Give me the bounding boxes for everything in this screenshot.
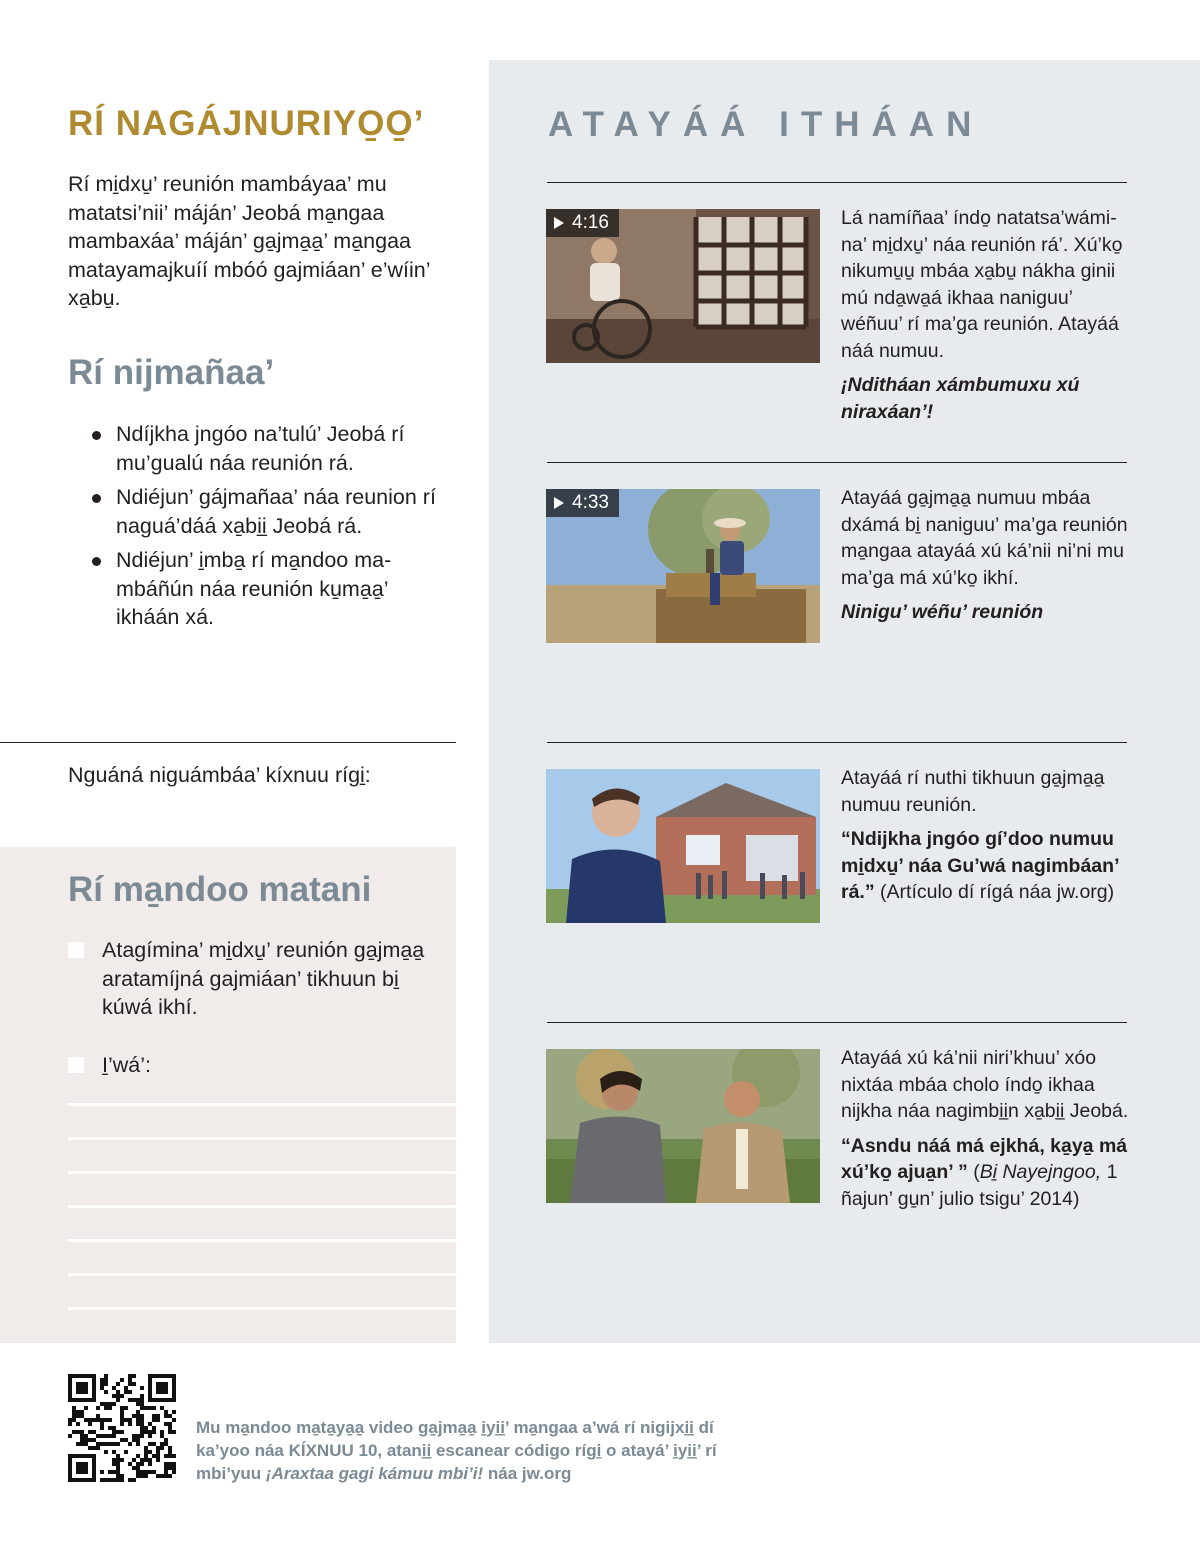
goal-item: Ndiéjun’ i̱mba̱ rí ma̱ndoo mambáñún náa reunión ku̱ma̱a̱’ ikháán xá. [92, 546, 452, 632]
todo-item [68, 1051, 432, 1080]
video-description: Atayáá ga̱jma̱a̱ numuu mbáa dxámá bi̱ naniguu’ ma’ga reunión ma̱ngaa atayáá xú ká’nii ni’ni mu ma’ga má xú’ko̱ ikhí. Ninigu’ wéñu’ reunión [841, 485, 1131, 626]
todo-item [68, 936, 432, 1022]
write-line[interactable] [68, 1103, 456, 1106]
write-line[interactable] [68, 1171, 456, 1174]
video-duration: 4:16 [546, 209, 619, 237]
checkbox[interactable] [68, 942, 84, 958]
write-line[interactable] [68, 1239, 456, 1242]
goals-heading: Rí nijmañaa’ [68, 353, 275, 392]
footer-note: Mu ma̱ndoo ma̱ta̱ya̱a̱ video ga̱jma̱a̱ i̱yi̱i̱’ ma̱ngaa a’wá rí nigijxi̱i̱ dí ka’yoo náa KÍXNUU 10, atani̱i̱ escanear código rígi̱ o atayá’ i̱yi̱i̱’ rí mbi’yuu ¡Araxtaa gagi kámuu mbi’i! náa jw.org [196, 1418, 717, 1483]
write-line[interactable] [68, 1307, 456, 1310]
video-description: Lá namíñaa’ índo̱ natatsa’wámina’ mi̱dxu̱’ náa reunión rá’. Xú’ko̱ nikumu̱u̱ mbáa xa̱bu̱ nákha ginii mú nda̱wa̱á ikhaa naniguu’ wéñuu’ rí ma’ga reunión. Atayáá náá numuu. ¡Nditháan xámbumuxu xú niraxáan’! [841, 205, 1131, 425]
todo-heading: Rí ma̱ndoo matani [68, 870, 372, 909]
goal-item: Ndíjkha jngóo na’tulú’ Jeobá rí mu’gualú náa reunión rá. [92, 420, 452, 477]
goal-item: Ndiéjun’ gájmañaa’ náa reunion rí naguá’dáá xa̱bi̱i̱ Jeobá rá. [92, 483, 452, 540]
qr-code[interactable] [68, 1374, 176, 1482]
checkbox[interactable] [68, 1057, 84, 1073]
todo-item-label: I̱’wá’: [102, 1053, 151, 1077]
video-duration: 4:33 [546, 489, 619, 517]
video-thumbnail[interactable] [546, 489, 820, 643]
write-line[interactable] [68, 1137, 456, 1140]
write-line[interactable] [68, 1273, 456, 1276]
todo-item-label: Atagímina’ mi̱dxu̱’ reunión ga̱jma̱a̱ aratamíjná gajmiáan’ tikhuun bi̱ kúwá ikhí. [102, 938, 425, 1019]
related-heading: ATAYÁÁ ITHÁAN [548, 105, 984, 144]
divider [547, 1022, 1127, 1023]
article-title[interactable]: “Ndijkha jngóo gí’doo numuu mi̱dxu̱’ náa Gu’wá nagimbáan’ rá.” [841, 828, 1119, 903]
todo-panel [0, 847, 456, 1343]
next-question-label: Nguáná niguámbáa’ kíxnuu rígi̱: [68, 763, 371, 787]
goals-list [92, 420, 452, 638]
article-title[interactable]: “Asndu náá má ejkhá, ka̱ya̱ má xú’ko̱ ajua̱n’ ” [841, 1134, 1128, 1183]
intro-paragraph: Rí mi̱dxu̱’ reunión mambáyaa’ mu matatsi’nii’ máján’ Jeobá ma̱ngaa mambaxáa’ máján’ ga̱jma̱a̱’ ma̱ngaa matayamajkuíí mbóó gajmiáan’ e’wíin’ xa̱bu̱. [68, 172, 430, 310]
video-thumbnail[interactable] [546, 209, 820, 363]
article-source: (Bi̱ Nayejngoo, 1 ñajun’ gu̱n’ julio tsigu’ 2014) [841, 1161, 1118, 1210]
article-description: Atayáá xú ká’nii niri’khuu’ xóo nixtáa mbáa cholo índo̱ ikhaa nijkha náa nagimbi̱i̱n xa̱bi̱i̱ Jeobá. “Asndu náá má ejkhá, ka̱ya̱ má xú’ko̱ ajua̱n’ ” (Bi̱ Nayejngoo, 1 ñajun’ gu̱n’ julio tsigu’ 2014) [841, 1047, 1129, 1210]
divider [0, 742, 456, 743]
page-title: RÍ NAGÁJNURIYO̱O̱’ [68, 104, 425, 143]
divider [547, 462, 1127, 463]
divider [547, 742, 1127, 743]
write-line[interactable] [68, 1205, 456, 1208]
article-description: Atayáá rí nuthi tikhuun ga̱jma̱a̱ numuu reunión. “Ndijkha jngóo gí’doo numuu mi̱dxu̱’ náa Gu’wá nagimbáan’ rá.” (Artículo dí rígá náa jw.org) [841, 767, 1119, 903]
article-image[interactable] [546, 769, 820, 923]
video-title[interactable]: ¡Nditháan xámbumuxu xú niraxáan’! [841, 374, 1080, 423]
video-title[interactable]: Ninigu’ wéñu’ reunión [841, 601, 1044, 623]
divider [547, 182, 1127, 183]
play-icon [554, 497, 564, 509]
article-source: (Artículo dí rígá náa jw.org) [880, 881, 1115, 903]
play-icon [554, 217, 564, 229]
article-image[interactable] [546, 1049, 820, 1203]
